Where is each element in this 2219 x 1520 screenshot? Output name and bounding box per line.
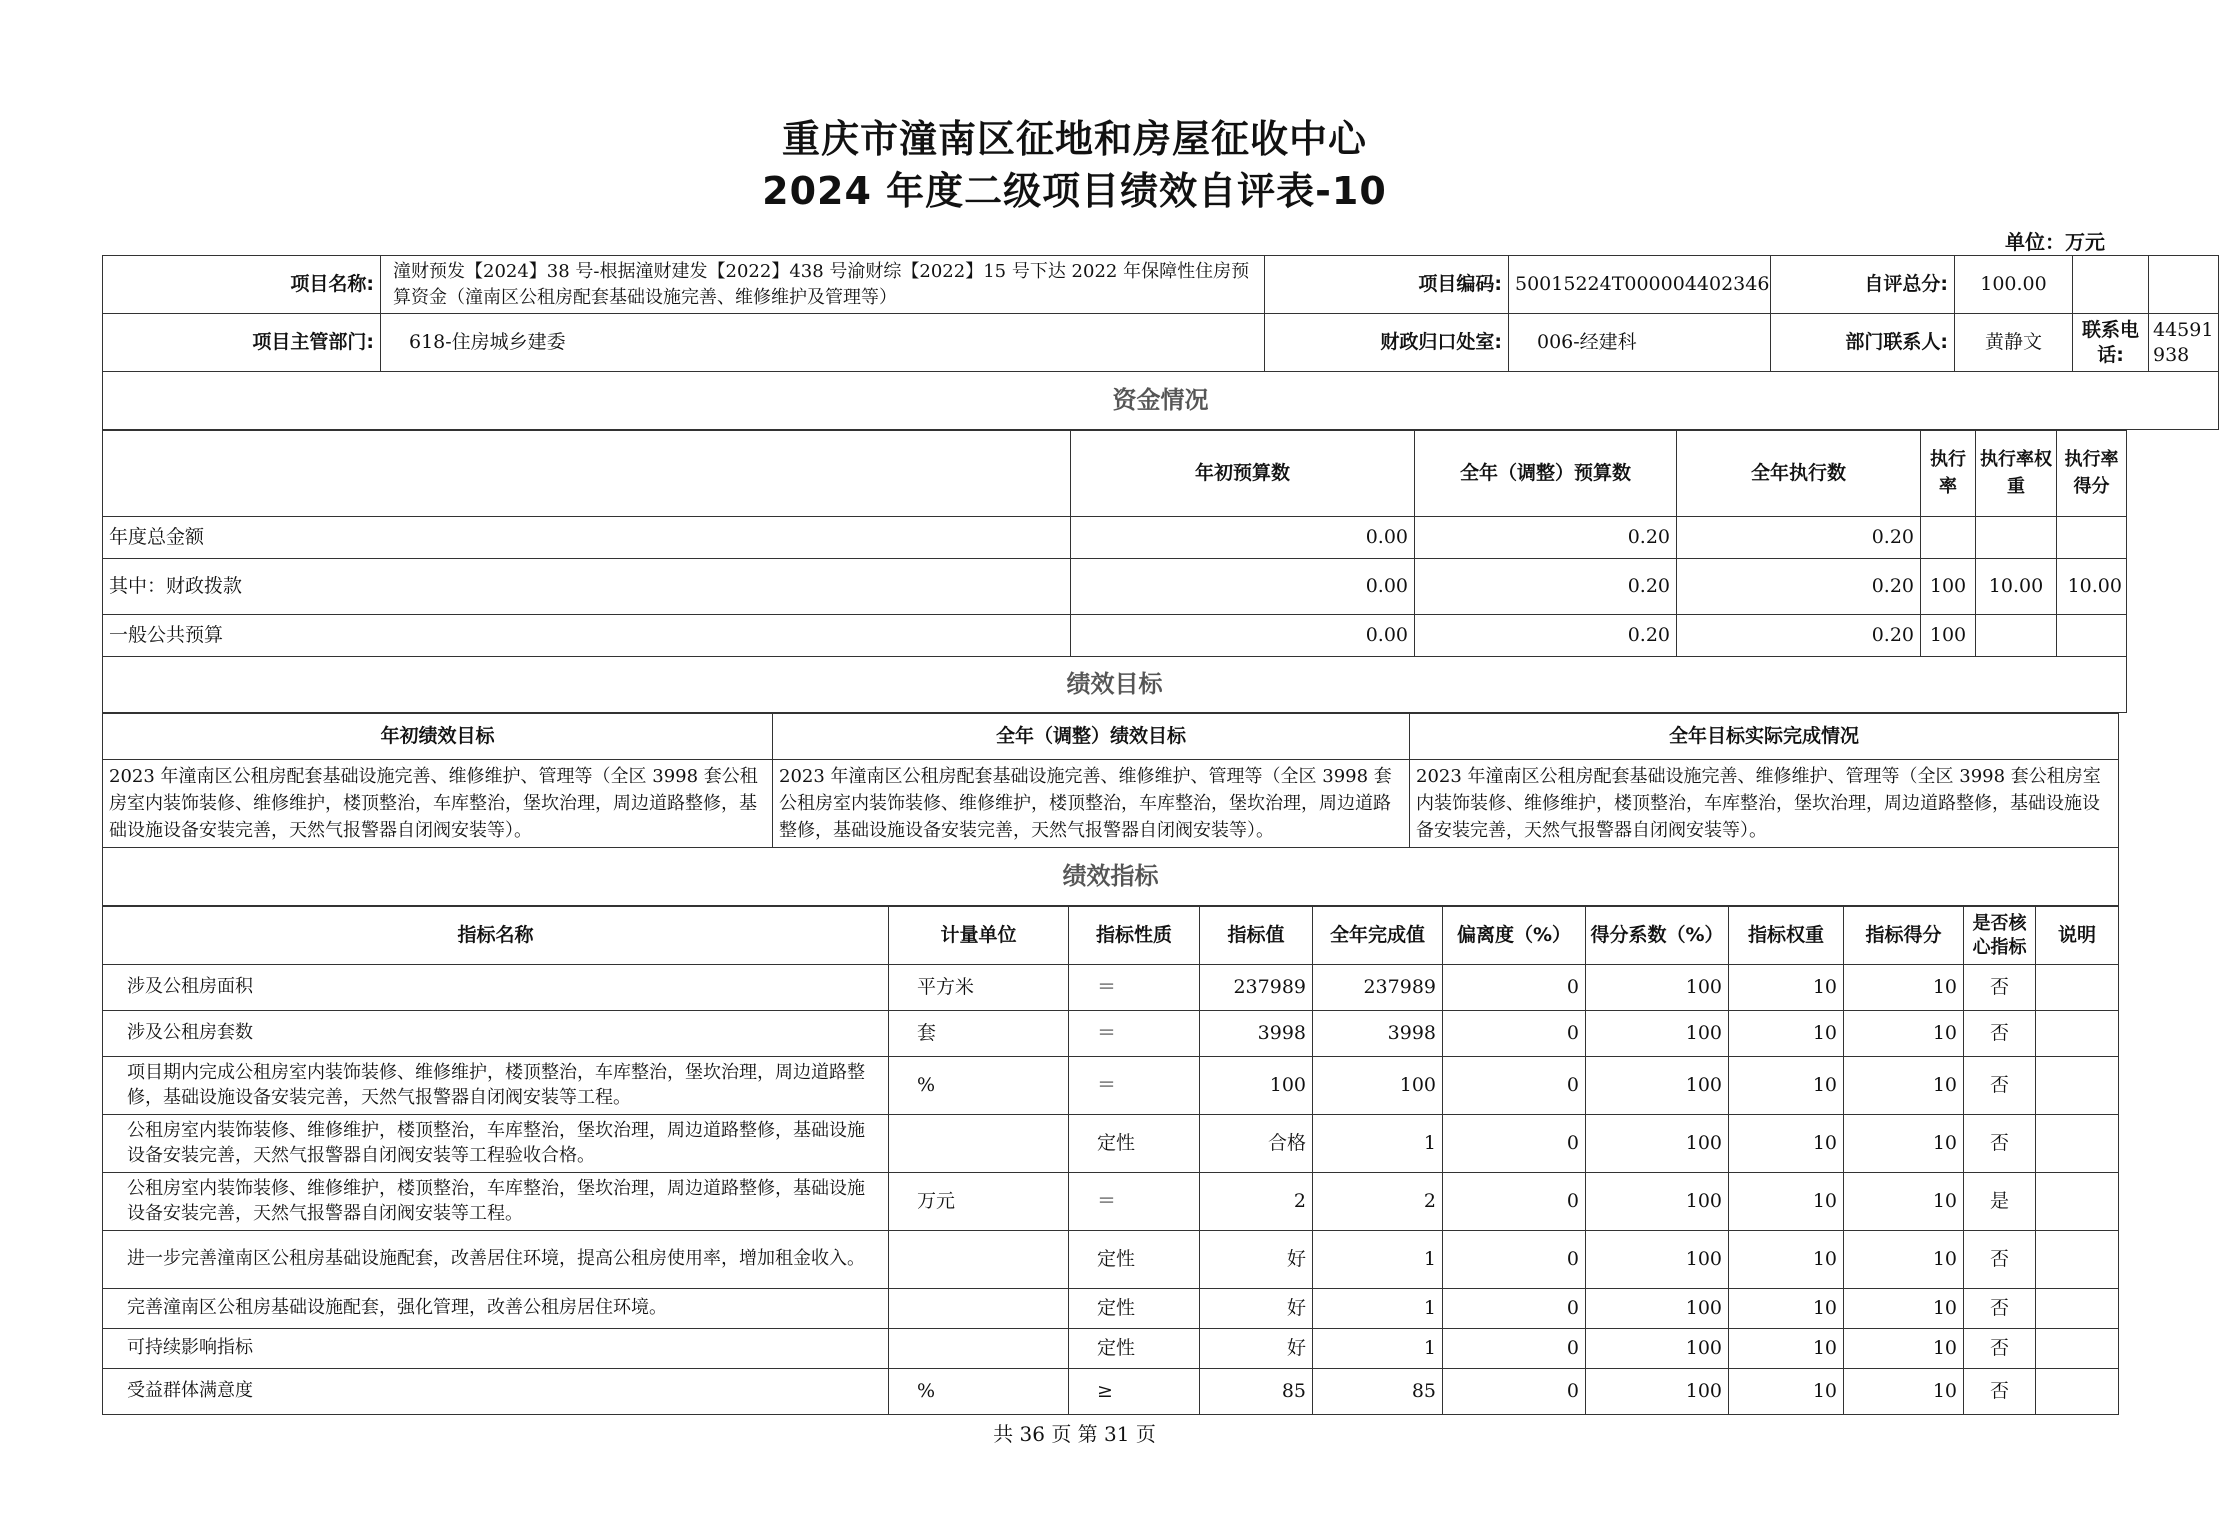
ind-row-completed: 1 xyxy=(1313,1289,1443,1329)
ind-row-coef: 100 xyxy=(1586,1173,1729,1231)
funds-row-rate: 100 xyxy=(1921,615,1976,657)
ind-row-score: 10 xyxy=(1844,1057,1964,1115)
dept-value: 618-住房城乡建委 xyxy=(381,314,1265,372)
ind-row-coef: 100 xyxy=(1586,1289,1729,1329)
ind-row xyxy=(103,1115,2119,1173)
evaluation-form xyxy=(102,255,2214,1415)
funds-row-rate: 100 xyxy=(1921,559,1976,615)
ind-row-coef: 100 xyxy=(1586,1115,1729,1173)
ind-row xyxy=(103,1011,2119,1057)
ind-row-weight: 10 xyxy=(1729,1173,1844,1231)
ind-row-core: 否 xyxy=(1964,1289,2036,1329)
ind-row-note xyxy=(2036,1115,2119,1173)
goals-table xyxy=(102,713,2119,906)
ind-row-deviation: 0 xyxy=(1443,1231,1586,1289)
ind-row-note xyxy=(2036,1011,2119,1057)
ind-row-nature: ＝ xyxy=(1069,965,1200,1011)
ind-header-unit: 计量单位 xyxy=(889,907,1069,965)
goals-header-adjusted: 全年（调整）绩效目标 xyxy=(773,714,1410,760)
ind-row-value: 100 xyxy=(1200,1057,1313,1115)
funds-row-executed: 0.20 xyxy=(1677,559,1921,615)
ind-row xyxy=(103,965,2119,1011)
finance-value: 006-经建科 xyxy=(1509,314,1771,372)
funds-header-blank xyxy=(103,431,1071,517)
ind-row-note xyxy=(2036,965,2119,1011)
project-info-table xyxy=(102,255,2219,430)
ind-row-coef: 100 xyxy=(1586,1369,1729,1415)
funds-header-executed: 全年执行数 xyxy=(1677,431,1921,517)
ind-row-value: 好 xyxy=(1200,1329,1313,1369)
funds-row-name: 年度总金额 xyxy=(103,517,1071,559)
goals-header-initial: 年初绩效目标 xyxy=(103,714,773,760)
ind-header-nature: 指标性质 xyxy=(1069,907,1200,965)
ind-row-note xyxy=(2036,1173,2119,1231)
phone-label: 联系电话: xyxy=(2073,314,2149,372)
funds-row-weight xyxy=(1976,517,2057,559)
ind-row-deviation: 0 xyxy=(1443,1057,1586,1115)
ind-row-deviation: 0 xyxy=(1443,1329,1586,1369)
ind-row-score: 10 xyxy=(1844,1115,1964,1173)
goals-header-actual: 全年目标实际完成情况 xyxy=(1410,714,2119,760)
ind-row-unit: 套 xyxy=(889,1011,1069,1057)
ind-row-coef: 100 xyxy=(1586,965,1729,1011)
ind-row-unit xyxy=(889,1289,1069,1329)
ind-row-weight: 10 xyxy=(1729,965,1844,1011)
ind-row-name: 涉及公租房面积 xyxy=(103,965,889,1011)
ind-row-nature: 定性 xyxy=(1069,1289,1200,1329)
ind-row-value: 3998 xyxy=(1200,1011,1313,1057)
funds-row-name: 一般公共预算 xyxy=(103,615,1071,657)
ind-row-completed: 237989 xyxy=(1313,965,1443,1011)
ind-row xyxy=(103,1289,2119,1329)
funds-header-rate-score: 执行率得分 xyxy=(2057,431,2127,517)
ind-row-unit: % xyxy=(889,1369,1069,1415)
ind-row-core: 否 xyxy=(1964,1057,2036,1115)
funds-row-initial: 0.00 xyxy=(1071,615,1415,657)
ind-row-note xyxy=(2036,1369,2119,1415)
ind-row-deviation: 0 xyxy=(1443,1011,1586,1057)
ind-header-weight: 指标权重 xyxy=(1729,907,1844,965)
ind-row-weight: 10 xyxy=(1729,1329,1844,1369)
phone-value: 44591938 xyxy=(2149,314,2219,372)
ind-row-note xyxy=(2036,1289,2119,1329)
empty-cell xyxy=(2149,256,2219,314)
ind-row-score: 10 xyxy=(1844,1011,1964,1057)
funds-row-name: 其中：财政拨款 xyxy=(103,559,1071,615)
funds-table xyxy=(102,430,2127,713)
ind-row-nature: 定性 xyxy=(1069,1115,1200,1173)
ind-row-core: 是 xyxy=(1964,1173,2036,1231)
funds-row-adjusted: 0.20 xyxy=(1415,559,1677,615)
funds-row-executed: 0.20 xyxy=(1677,517,1921,559)
ind-row-score: 10 xyxy=(1844,1231,1964,1289)
ind-row xyxy=(103,1369,2119,1415)
ind-header-value: 指标值 xyxy=(1200,907,1313,965)
ind-row-value: 好 xyxy=(1200,1231,1313,1289)
ind-row-name: 完善潼南区公租房基础设施配套，强化管理，改善公租房居住环境。 xyxy=(103,1289,889,1329)
ind-row-completed: 1 xyxy=(1313,1115,1443,1173)
ind-row-name: 受益群体满意度 xyxy=(103,1369,889,1415)
ind-header-completed: 全年完成值 xyxy=(1313,907,1443,965)
ind-row-coef: 100 xyxy=(1586,1057,1729,1115)
ind-row-core: 否 xyxy=(1964,965,2036,1011)
ind-header-note: 说明 xyxy=(2036,907,2119,965)
title-line-2: 2024 年度二级项目绩效自评表-10 xyxy=(762,169,1387,213)
ind-row-coef: 100 xyxy=(1586,1011,1729,1057)
ind-row-nature: ＝ xyxy=(1069,1011,1200,1057)
ind-row-deviation: 0 xyxy=(1443,1369,1586,1415)
ind-row-coef: 100 xyxy=(1586,1329,1729,1369)
ind-row-core: 否 xyxy=(1964,1329,2036,1369)
ind-row-core: 否 xyxy=(1964,1115,2036,1173)
indicators-section-title: 绩效指标 xyxy=(103,848,2119,906)
ind-row-score: 10 xyxy=(1844,1329,1964,1369)
ind-row-completed: 2 xyxy=(1313,1173,1443,1231)
ind-row-unit xyxy=(889,1231,1069,1289)
goal-actual: 2023 年潼南区公租房配套基础设施完善、维修维护、管理等（全区 3998 套公租房室内装饰装修、维修维护，楼顶整治，车库整治，堡坎治理，周边道路整修，基础设施设备安装完善，天然气报警器自闭阀安装等）。 xyxy=(1410,760,2119,848)
ind-row-name: 公租房室内装饰装修、维修维护，楼顶整治，车库整治，堡坎治理，周边道路整修，基础设施设备安装完善，天然气报警器自闭阀安装等工程。 xyxy=(103,1173,889,1231)
ind-row xyxy=(103,1173,2119,1231)
project-code-label: 项目编码: xyxy=(1265,256,1509,314)
ind-row-completed: 100 xyxy=(1313,1057,1443,1115)
goal-adjusted: 2023 年潼南区公租房配套基础设施完善、维修维护、管理等（全区 3998 套公租房室内装饰装修、维修维护，楼顶整治，车库整治，堡坎治理，周边道路整修，基础设施设备安装完善，天然气报警器自闭阀安装等）。 xyxy=(773,760,1410,848)
ind-row-value: 237989 xyxy=(1200,965,1313,1011)
unit-label: 单位：万元 xyxy=(2005,230,2105,254)
ind-row-coef: 100 xyxy=(1586,1231,1729,1289)
funds-row-initial: 0.00 xyxy=(1071,559,1415,615)
ind-row-completed: 3998 xyxy=(1313,1011,1443,1057)
ind-row-note xyxy=(2036,1329,2119,1369)
ind-row-value: 好 xyxy=(1200,1289,1313,1329)
ind-row-weight: 10 xyxy=(1729,1115,1844,1173)
funds-row-score xyxy=(2057,615,2127,657)
funds-row-score xyxy=(2057,517,2127,559)
funds-header-adjusted: 全年（调整）预算数 xyxy=(1415,431,1677,517)
ind-row-note xyxy=(2036,1231,2119,1289)
funds-section-title: 资金情况 xyxy=(103,372,2219,430)
ind-row-completed: 85 xyxy=(1313,1369,1443,1415)
ind-row xyxy=(103,1057,2119,1115)
project-name: 潼财预发【2024】38 号-根据潼财建发【2022】438 号渝财综【2022】15 号下达 2022 年保障性住房预算资金（潼南区公租房配套基础设施完善、维修维护及管理等） xyxy=(381,256,1265,314)
ind-row-weight: 10 xyxy=(1729,1369,1844,1415)
funds-row-weight xyxy=(1976,615,2057,657)
ind-row-nature: ＝ xyxy=(1069,1057,1200,1115)
title-line-1: 重庆市潼南区征地和房屋征收中心 xyxy=(781,117,1367,161)
funds-row-executed: 0.20 xyxy=(1677,615,1921,657)
ind-row-note xyxy=(2036,1057,2119,1115)
ind-row-score: 10 xyxy=(1844,1289,1964,1329)
total-score: 100.00 xyxy=(1955,256,2073,314)
ind-row-completed: 1 xyxy=(1313,1329,1443,1369)
empty-cell xyxy=(2073,256,2149,314)
ind-row-unit xyxy=(889,1329,1069,1369)
ind-row-deviation: 0 xyxy=(1443,1115,1586,1173)
ind-row-unit xyxy=(889,1115,1069,1173)
ind-row-name: 进一步完善潼南区公租房基础设施配套，改善居住环境，提高公租房使用率，增加租金收入。 xyxy=(103,1231,889,1289)
goals-section-title: 绩效目标 xyxy=(103,657,2127,713)
ind-header-score: 指标得分 xyxy=(1844,907,1964,965)
ind-row-nature: ≥ xyxy=(1069,1369,1200,1415)
ind-row-weight: 10 xyxy=(1729,1011,1844,1057)
funds-header-initial: 年初预算数 xyxy=(1071,431,1415,517)
ind-header-coef: 得分系数（%） xyxy=(1586,907,1729,965)
ind-row-value: 85 xyxy=(1200,1369,1313,1415)
funds-row-score: 10.00 xyxy=(2057,559,2127,615)
contact-value: 黄静文 xyxy=(1955,314,2073,372)
contact-label: 部门联系人: xyxy=(1771,314,1955,372)
ind-row-deviation: 0 xyxy=(1443,1173,1586,1231)
ind-row-name: 可持续影响指标 xyxy=(103,1329,889,1369)
funds-row-weight: 10.00 xyxy=(1976,559,2057,615)
funds-row-adjusted: 0.20 xyxy=(1415,517,1677,559)
ind-row-core: 否 xyxy=(1964,1369,2036,1415)
score-label: 自评总分: xyxy=(1771,256,1955,314)
ind-row-deviation: 0 xyxy=(1443,1289,1586,1329)
goal-initial: 2023 年潼南区公租房配套基础设施完善、维修维护、管理等（全区 3998 套公租房室内装饰装修、维修维护，楼顶整治，车库整治，堡坎治理，周边道路整修，基础设施设备安装完善，天然气报警器自闭阀安装等）。 xyxy=(103,760,773,848)
funds-row-adjusted: 0.20 xyxy=(1415,615,1677,657)
ind-row-unit: % xyxy=(889,1057,1069,1115)
finance-label: 财政归口处室: xyxy=(1265,314,1509,372)
ind-row-completed: 1 xyxy=(1313,1231,1443,1289)
ind-row-weight: 10 xyxy=(1729,1057,1844,1115)
ind-row-value: 合格 xyxy=(1200,1115,1313,1173)
ind-header-deviation: 偏离度（%） xyxy=(1443,907,1586,965)
funds-header-rate: 执行率 xyxy=(1921,431,1976,517)
ind-row-value: 2 xyxy=(1200,1173,1313,1231)
ind-row-name: 项目期内完成公租房室内装饰装修、维修维护，楼顶整治，车库整治，堡坎治理，周边道路整修，基础设施设备安装完善，天然气报警器自闭阀安装等工程。 xyxy=(103,1057,889,1115)
ind-row xyxy=(103,1329,2119,1369)
ind-row-deviation: 0 xyxy=(1443,965,1586,1011)
ind-row-core: 否 xyxy=(1964,1231,2036,1289)
project-name-label: 项目名称: xyxy=(103,256,381,314)
funds-row xyxy=(103,517,2127,559)
page-footer: 共 36 页 第 31 页 xyxy=(993,1422,1156,1446)
ind-row-unit: 万元 xyxy=(889,1173,1069,1231)
ind-row xyxy=(103,1231,2119,1289)
ind-row-nature: 定性 xyxy=(1069,1329,1200,1369)
ind-row-score: 10 xyxy=(1844,1173,1964,1231)
ind-row-score: 10 xyxy=(1844,965,1964,1011)
ind-row-unit: 平方米 xyxy=(889,965,1069,1011)
ind-header-name: 指标名称 xyxy=(103,907,889,965)
ind-row-name: 涉及公租房套数 xyxy=(103,1011,889,1057)
ind-row-weight: 10 xyxy=(1729,1231,1844,1289)
funds-row-rate xyxy=(1921,517,1976,559)
ind-header-core: 是否核心指标 xyxy=(1964,907,2036,965)
funds-header-weight: 执行率权重 xyxy=(1976,431,2057,517)
ind-row-name: 公租房室内装饰装修、维修维护，楼顶整治，车库整治，堡坎治理，周边道路整修，基础设施设备安装完善，天然气报警器自闭阀安装等工程验收合格。 xyxy=(103,1115,889,1173)
ind-row-nature: 定性 xyxy=(1069,1231,1200,1289)
ind-row-weight: 10 xyxy=(1729,1289,1844,1329)
project-code: 50015224T000004402346 xyxy=(1509,256,1771,314)
dept-label: 项目主管部门: xyxy=(103,314,381,372)
ind-row-nature: ＝ xyxy=(1069,1173,1200,1231)
ind-row-core: 否 xyxy=(1964,1011,2036,1057)
funds-row-initial: 0.00 xyxy=(1071,517,1415,559)
ind-row-score: 10 xyxy=(1844,1369,1964,1415)
indicators-table xyxy=(102,906,2119,1415)
funds-row xyxy=(103,615,2127,657)
funds-row xyxy=(103,559,2127,615)
